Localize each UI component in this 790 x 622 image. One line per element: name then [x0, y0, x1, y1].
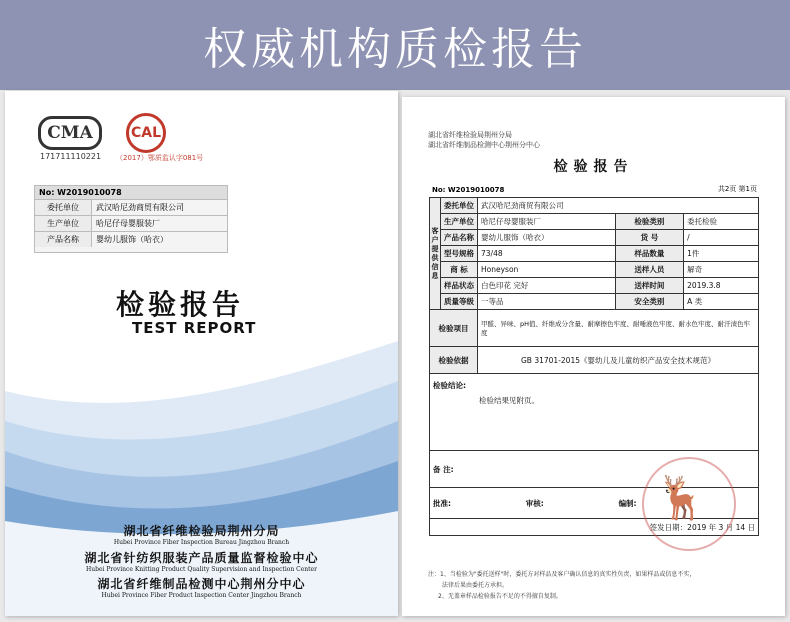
row-value: 解奇 [684, 262, 759, 278]
table-row [430, 214, 759, 230]
org-name-en: Hubei Province Fiber Inspection Bureau Jingzhou Branch [113, 539, 290, 546]
table-row [430, 310, 759, 347]
cover-title: 检验报告 [116, 288, 245, 321]
row-value: 哈尼仔母婴服装厂 [478, 214, 616, 230]
conclusion-cell [430, 374, 759, 451]
table-row [430, 230, 759, 246]
compile-label: 编制: [618, 498, 637, 508]
cal-logo-text: CAL [130, 125, 162, 141]
row-key: 货 号 [615, 230, 684, 246]
remark-label: 备 注: [433, 464, 454, 474]
row-key: 样品数量 [615, 246, 684, 262]
row-value: 一等品 [478, 294, 616, 310]
table-row [430, 262, 759, 278]
report-number: No: W2019010078 [432, 186, 505, 194]
cover-subtitle: TEST REPORT [132, 319, 257, 337]
report-header-line: 湖北省纤维检验局荆州分局 [428, 131, 512, 139]
report-page-count: 共2页 第1页 [717, 185, 757, 193]
report-notes [428, 569, 768, 602]
cover-organization [5, 575, 398, 599]
row-key: 委托单位 [441, 198, 478, 214]
row-key: 型号规格 [441, 246, 478, 262]
report-page [402, 97, 785, 616]
row-value: 婴幼儿服饰（哈衣） [478, 230, 616, 246]
table-row [430, 246, 759, 262]
org-name-en: Hubei Province Knitting Product Quality Supervision and Inspection Center [86, 566, 317, 573]
cover-info-key: 生产单位 [35, 216, 92, 231]
cover-info-row [35, 215, 227, 231]
row-value: 1件 [684, 246, 759, 262]
report-cover [5, 91, 398, 616]
table-row [430, 374, 759, 451]
cover-info-row [35, 231, 227, 247]
cover-info-key: 委托单位 [35, 200, 92, 215]
table-row [430, 294, 759, 310]
org-name-cn: 湖北省针纺织服装产品质量监督检验中心 [84, 551, 319, 565]
cma-logo-text: CMA [47, 123, 93, 143]
row-value: GB 31701-2015《婴幼儿及儿童纺织产品安全技术规范》 [478, 347, 759, 374]
row-key: 产品名称 [441, 230, 478, 246]
approve-label: 批准: [433, 498, 451, 508]
row-key: 安全类别 [615, 294, 684, 310]
cover-organization [5, 549, 398, 573]
row-key: 质量等级 [441, 294, 478, 310]
sign-date: 签发日期：2019 年 3 月 14 日 [430, 519, 759, 536]
note-line: 2、无盖章样品检验报告不足的不得擅自复制。 [438, 593, 562, 600]
row-key: 样品状态 [441, 278, 478, 294]
table-row [430, 347, 759, 374]
conclusion-label: 检验结论: [433, 381, 466, 390]
row-value: 73/48 [478, 246, 616, 262]
row-key: 检验类别 [615, 214, 684, 230]
cal-logo [126, 113, 166, 153]
page-banner [0, 0, 790, 90]
cma-number: 171711110221 [40, 152, 102, 161]
row-value: 委托检验 [684, 214, 759, 230]
cover-info-value: 武汉哈尼劲商贸有限公司 [96, 203, 184, 212]
cover-report-number: No: W2019010078 [35, 186, 227, 199]
row-value: / [684, 230, 759, 246]
report-title: 检验报告 [553, 159, 634, 175]
review-label: 审核: [525, 498, 544, 508]
deer-mascot-icon: 🦌 [655, 473, 708, 522]
cover-info-value: 哈尼仔母婴服装厂 [96, 219, 160, 228]
cover-info-key: 产品名称 [35, 232, 92, 247]
cover-info-window [34, 185, 228, 253]
banner-title: 权威机构质检报告 [203, 24, 587, 75]
row-value: A 类 [684, 294, 759, 310]
org-name-en: Hubei Province Fiber Product Inspection Center Jingzhou Branch [101, 592, 302, 599]
row-key: 生产单位 [441, 214, 478, 230]
report-header-line: 湖北省纤维制品检测中心荆州分中心 [428, 141, 540, 149]
row-value: 白色印花 完好 [478, 278, 616, 294]
row-key: 送样时间 [615, 278, 684, 294]
row-value: 2019.3.8 [684, 278, 759, 294]
row-key: 商 标 [441, 262, 478, 278]
row-key: 送样人员 [615, 262, 684, 278]
cma-logo [38, 116, 102, 150]
org-name-cn: 湖北省纤维检验局荆州分局 [123, 524, 280, 538]
row-value: 甲醛、异味、pH值、纤维成分含量、耐摩擦色牢度、耐唾液色牢度、耐水色牢度、耐汗渍色牢度 [478, 310, 759, 347]
table-row [430, 198, 759, 214]
note-line: 注：1、当检验为"委托送样"时，委托方对样品及客户确认信息的真实性负责，如果样品或信息不实， [428, 571, 696, 578]
table-row [430, 278, 759, 294]
note-line: 法律后果由委托方承担。 [442, 582, 509, 589]
org-name-cn: 湖北省纤维制品检测中心荆州分中心 [97, 577, 306, 591]
row-value: 武汉哈尼劲商贸有限公司 [478, 198, 759, 214]
row-key: 检验项目 [430, 310, 478, 347]
cover-organization [5, 522, 398, 546]
cover-info-value: 婴幼儿服饰（哈衣） [96, 235, 168, 244]
cover-info-row [35, 199, 227, 215]
side-label: 客户提供信息 [430, 198, 441, 310]
row-value: Honeyson [478, 262, 616, 278]
conclusion-value: 检验结果见附页。 [479, 396, 539, 405]
row-key: 检验依据 [430, 347, 478, 374]
cal-number: （2017）鄂质监认字081号 [116, 154, 204, 162]
